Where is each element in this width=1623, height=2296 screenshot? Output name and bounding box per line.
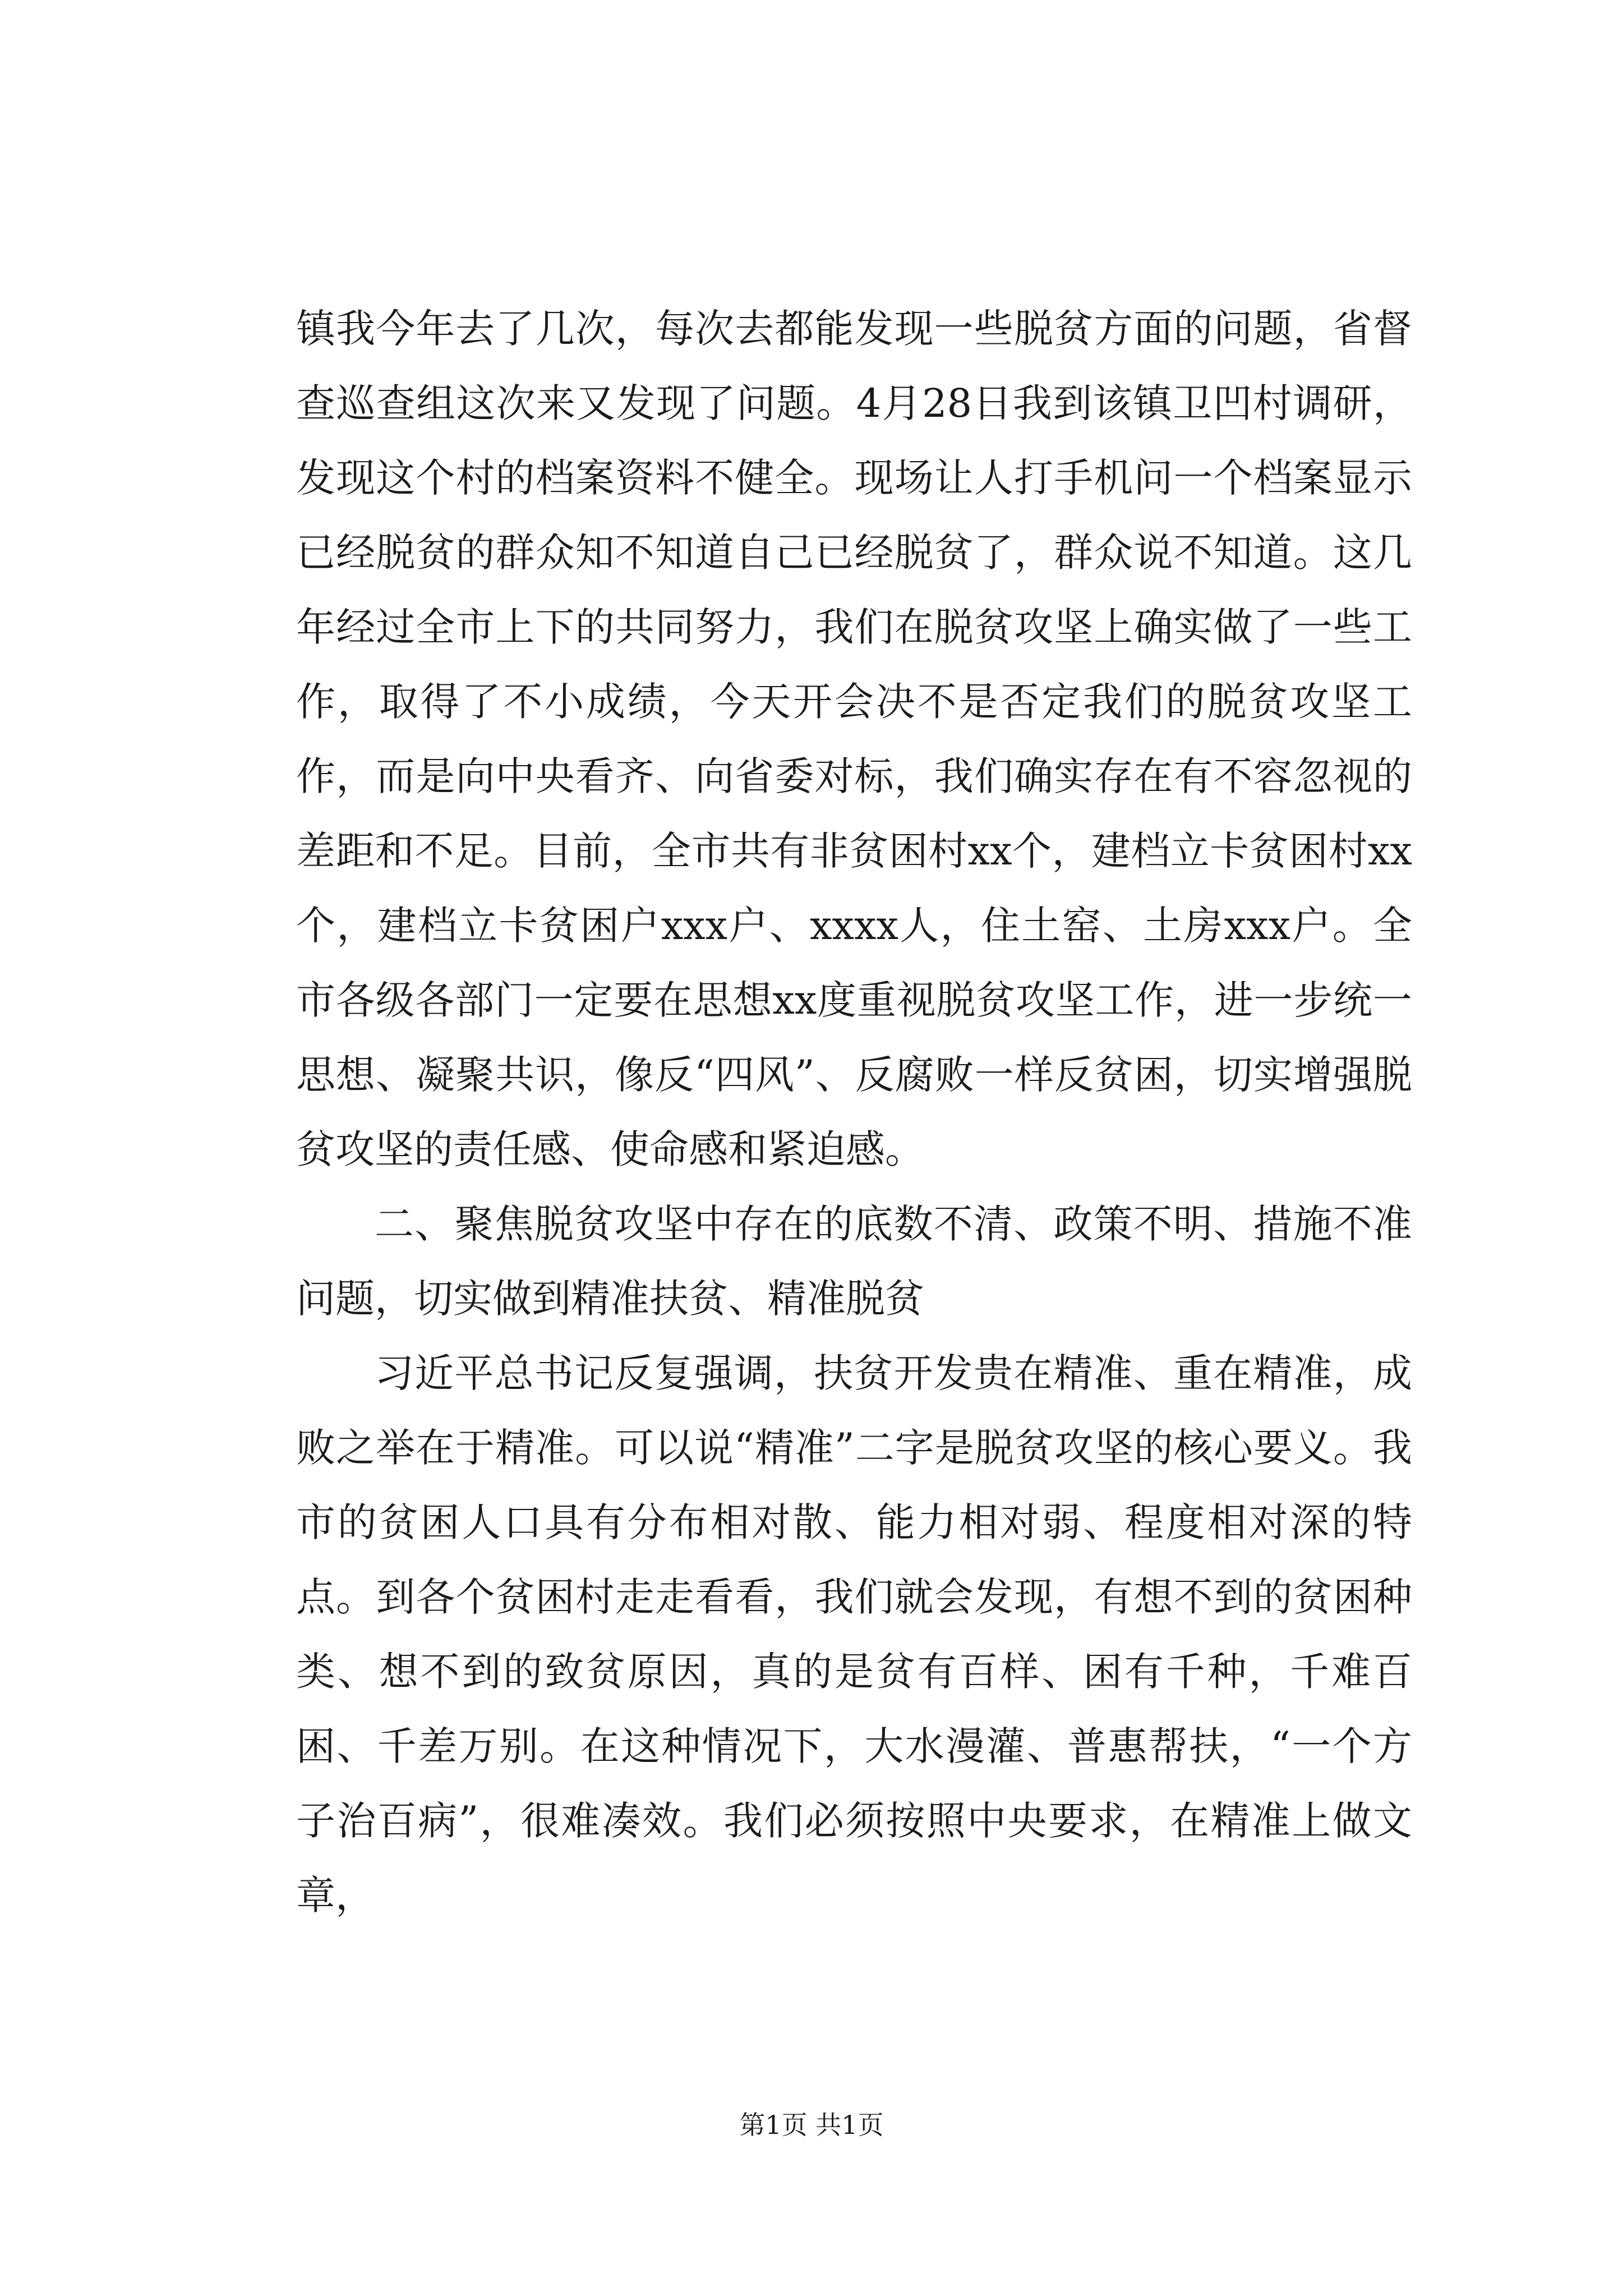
paragraph: 习近平总书记反复强调，扶贫开发贵在精准、重在精准，成败之举在于精准。可以说“精准”二字是脱贫攻坚的核心要义。我市的贫困人口具有分布相对散、能力相对弱、程度相对深的特点。到各个贫困村走走看看，我们就会发现，有想不到的贫困种类、想不到的致贫原因，真的是贫有百样、困有千种，千难百困、千差万别。在这种情况下，大水漫灌、普惠帮扶，“一个方子治百病”，很难凑效。我们必须按照中央要求，在精准上做文章， — [296, 1350, 1412, 1918]
document-body — [296, 292, 1412, 1933]
section-heading: 二、聚焦脱贫攻坚中存在的底数不清、政策不明、措施不准问题，切实做到精准扶贫、精准脱贫 — [296, 1201, 1412, 1322]
paragraph-continuation: 镇我今年去了几次，每次去都能发现一些脱贫方面的问题，省督查巡查组这次来又发现了问题。4月28日我到该镇卫凹村调研，发现这个村的档案资料不健全。现场让人打手机问一个档案显示已经脱贫的群众知不知道自己已经脱贫了，群众说不知道。这几年经过全市上下的共同努力，我们在脱贫攻坚上确实做了一些工作，取得了不小成绩，今天开会决不是否定我们的脱贫攻坚工作，而是向中央看齐、向省委对标，我们确实存在有不容忽视的差距和不足。目前，全市共有非贫困村xx个，建档立卡贫困村xx个，建档立卡贫困户xxx户、xxxx人，住土窑、土房xxx户。全市各级各部门一定要在思想xx度重视脱贫攻坚工作，进一步统一思想、凝聚共识，像反“四风”、反腐败一样反贫困，切实增强脱贫攻坚的责任感、使命感和紧迫感。 — [296, 306, 1412, 1172]
page-footer: 第1页 共1页 — [739, 2110, 884, 2140]
